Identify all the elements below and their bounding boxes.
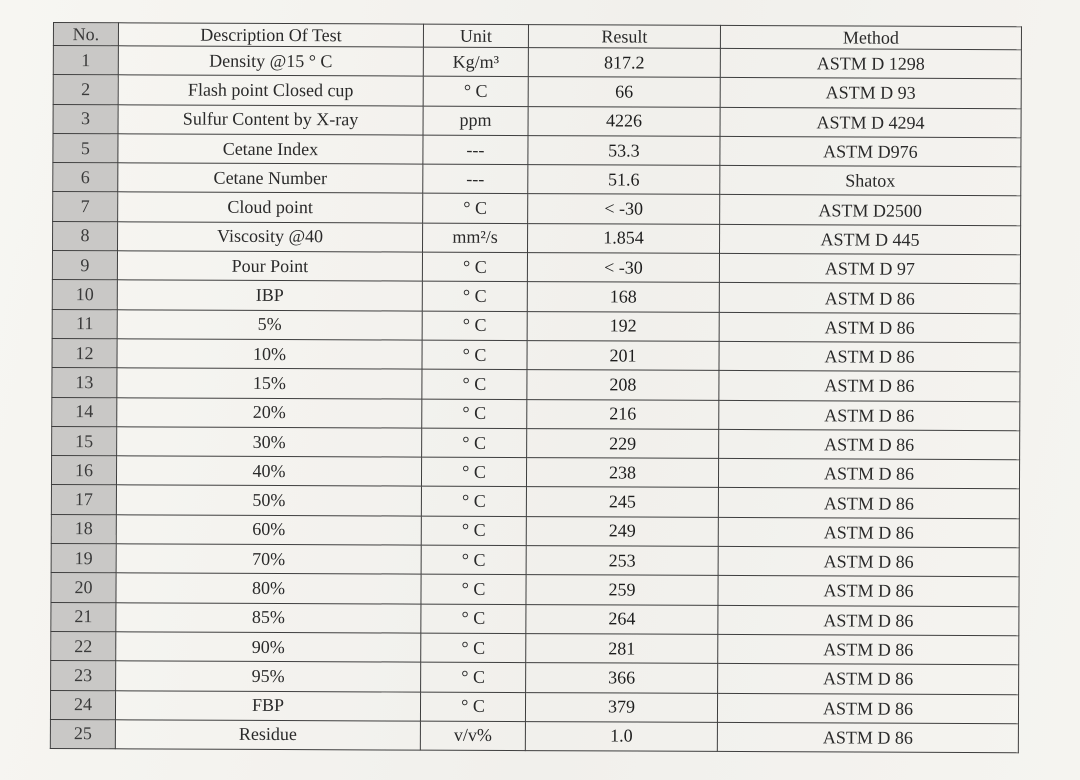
table-row: [50, 719, 1018, 753]
result-cell: 4226: [528, 106, 720, 136]
unit-cell: ° C: [422, 369, 527, 399]
method-cell: ASTM D 97: [719, 253, 1020, 284]
description-cell: FBP: [115, 690, 420, 721]
method-cell: ASTM D 86: [719, 400, 1020, 431]
result-cell: 51.6: [528, 165, 720, 195]
row-number-cell: 16: [51, 456, 116, 486]
unit-cell: ° C: [421, 574, 526, 604]
unit-cell: ° C: [422, 428, 527, 458]
table-row: [53, 75, 1021, 109]
description-cell: Sulfur Content by X-ray: [118, 104, 423, 135]
result-cell: 208: [527, 370, 719, 400]
method-cell: ASTM D 445: [719, 224, 1020, 255]
row-number-cell: 3: [53, 104, 118, 134]
row-number-cell: 5: [53, 133, 118, 163]
row-number-cell: 2: [53, 75, 118, 105]
method-cell: Shatox: [720, 166, 1021, 197]
unit-cell: Kg/m³: [423, 47, 528, 77]
description-cell: 90%: [116, 632, 421, 663]
result-cell: 259: [526, 575, 718, 605]
description-cell: 40%: [116, 456, 421, 487]
row-number-cell: 10: [52, 280, 117, 310]
result-cell: 238: [526, 458, 718, 488]
method-cell: ASTM D 86: [719, 371, 1020, 402]
method-cell: ASTM D 86: [719, 312, 1020, 343]
header-method: Method: [720, 25, 1021, 49]
description-cell: Viscosity @40: [118, 222, 423, 253]
header-description: Description Of Test: [118, 23, 423, 47]
method-cell: ASTM D976: [720, 136, 1021, 167]
description-cell: 30%: [117, 427, 422, 458]
unit-cell: ---: [423, 164, 528, 194]
result-cell: < -30: [527, 253, 719, 283]
row-number-cell: 9: [52, 251, 117, 281]
description-cell: Flash point Closed cup: [118, 75, 423, 106]
method-cell: ASTM D 4294: [720, 107, 1021, 138]
table-row: [51, 544, 1019, 578]
description-cell: IBP: [117, 280, 422, 311]
table-row: [52, 309, 1020, 343]
description-cell: 15%: [117, 368, 422, 399]
method-cell: ASTM D 1298: [720, 48, 1021, 79]
row-number-cell: 22: [51, 631, 116, 661]
result-cell: 1.854: [527, 223, 719, 253]
method-cell: ASTM D2500: [720, 195, 1021, 226]
table-row: [53, 133, 1021, 167]
table-row: [53, 192, 1021, 226]
row-number-cell: 24: [50, 690, 115, 720]
result-cell: 192: [527, 311, 719, 341]
row-number-cell: 1: [53, 46, 118, 76]
unit-cell: ° C: [421, 487, 526, 517]
method-cell: ASTM D 86: [718, 664, 1019, 695]
method-cell: ASTM D 86: [718, 459, 1019, 490]
row-number-cell: 14: [52, 397, 117, 427]
row-number-cell: 13: [52, 368, 117, 398]
table-row: [51, 602, 1019, 636]
description-cell: 80%: [116, 573, 421, 604]
result-cell: 249: [526, 516, 718, 546]
description-cell: 50%: [116, 485, 421, 516]
method-cell: ASTM D 86: [717, 693, 1018, 724]
result-cell: 245: [526, 487, 718, 517]
unit-cell: ° C: [422, 340, 527, 370]
row-number-cell: 15: [52, 426, 117, 456]
unit-cell: ° C: [421, 545, 526, 575]
result-cell: 264: [526, 604, 718, 634]
unit-cell: v/v%: [420, 721, 525, 751]
unit-cell: ° C: [421, 604, 526, 634]
unit-cell: ° C: [421, 457, 526, 487]
unit-cell: ° C: [421, 516, 526, 546]
row-number-cell: 17: [51, 485, 116, 515]
table-row: [51, 661, 1019, 695]
unit-cell: ° C: [422, 252, 527, 282]
result-cell: 253: [526, 546, 718, 576]
header-no: No.: [53, 23, 118, 46]
result-cell: 53.3: [528, 135, 720, 165]
table-row: [51, 514, 1019, 548]
description-cell: 70%: [116, 544, 421, 575]
table-row: [52, 280, 1020, 314]
table-body: [50, 46, 1021, 753]
method-cell: ASTM D 86: [719, 429, 1020, 460]
description-cell: Cloud point: [118, 192, 423, 223]
result-cell: 281: [526, 634, 718, 664]
method-cell: ASTM D 86: [719, 283, 1020, 314]
unit-cell: ° C: [423, 76, 528, 106]
result-cell: 229: [527, 428, 719, 458]
row-number-cell: 6: [53, 163, 118, 193]
table-row: [52, 251, 1020, 285]
description-cell: Pour Point: [117, 251, 422, 282]
unit-cell: ---: [423, 135, 528, 165]
description-cell: 10%: [117, 339, 422, 370]
table-row: [53, 46, 1021, 80]
unit-cell: ° C: [422, 311, 527, 341]
table-row: [50, 690, 1018, 724]
description-cell: Cetane Index: [118, 134, 423, 165]
method-cell: ASTM D 86: [717, 722, 1018, 753]
table-row: [52, 397, 1020, 431]
row-number-cell: 18: [51, 514, 116, 544]
method-cell: ASTM D 86: [718, 488, 1019, 519]
unit-cell: ° C: [421, 662, 526, 692]
row-number-cell: 11: [52, 309, 117, 339]
row-number-cell: 25: [50, 719, 115, 749]
method-cell: ASTM D 86: [718, 634, 1019, 665]
method-cell: ASTM D 93: [720, 78, 1021, 109]
table-row: [53, 221, 1021, 255]
result-cell: 366: [526, 663, 718, 693]
description-cell: 60%: [116, 515, 421, 546]
row-number-cell: 12: [52, 338, 117, 368]
header-unit: Unit: [423, 24, 528, 47]
unit-cell: ° C: [422, 281, 527, 311]
description-cell: 95%: [116, 661, 421, 692]
table-row: [51, 573, 1019, 607]
description-cell: Residue: [115, 720, 420, 751]
description-cell: Density @15 ° C: [118, 46, 423, 77]
description-cell: Cetane Number: [118, 163, 423, 194]
result-cell: < -30: [528, 194, 720, 224]
unit-cell: ° C: [422, 399, 527, 429]
result-cell: 201: [527, 341, 719, 371]
table-row: [51, 485, 1019, 519]
table-row: [51, 456, 1019, 490]
table-row: [52, 368, 1020, 402]
result-cell: 817.2: [528, 48, 720, 78]
row-number-cell: 23: [51, 661, 116, 691]
table-row: [51, 631, 1019, 665]
description-cell: 20%: [117, 397, 422, 428]
unit-cell: ° C: [421, 633, 526, 663]
table-row: [53, 163, 1021, 197]
method-cell: ASTM D 86: [718, 605, 1019, 636]
description-cell: 85%: [116, 602, 421, 633]
unit-cell: ppm: [423, 106, 528, 136]
row-number-cell: 19: [51, 544, 116, 574]
result-cell: 216: [527, 399, 719, 429]
row-number-cell: 21: [51, 602, 116, 632]
row-number-cell: 8: [53, 221, 118, 251]
test-results-table: [50, 22, 1022, 753]
result-cell: 168: [527, 282, 719, 312]
row-number-cell: 7: [53, 192, 118, 222]
header-result: Result: [528, 25, 720, 49]
table-row: [53, 104, 1021, 138]
unit-cell: ° C: [420, 692, 525, 722]
unit-cell: ° C: [423, 194, 528, 224]
table-row: [52, 426, 1020, 460]
method-cell: ASTM D 86: [719, 341, 1020, 372]
method-cell: ASTM D 86: [718, 546, 1019, 577]
method-cell: ASTM D 86: [718, 576, 1019, 607]
result-cell: 1.0: [525, 721, 717, 751]
result-cell: 66: [528, 77, 720, 107]
result-cell: 379: [525, 692, 717, 722]
method-cell: ASTM D 86: [718, 517, 1019, 548]
row-number-cell: 20: [51, 573, 116, 603]
table-row: [52, 338, 1020, 372]
description-cell: 5%: [117, 309, 422, 340]
unit-cell: mm²/s: [422, 223, 527, 253]
